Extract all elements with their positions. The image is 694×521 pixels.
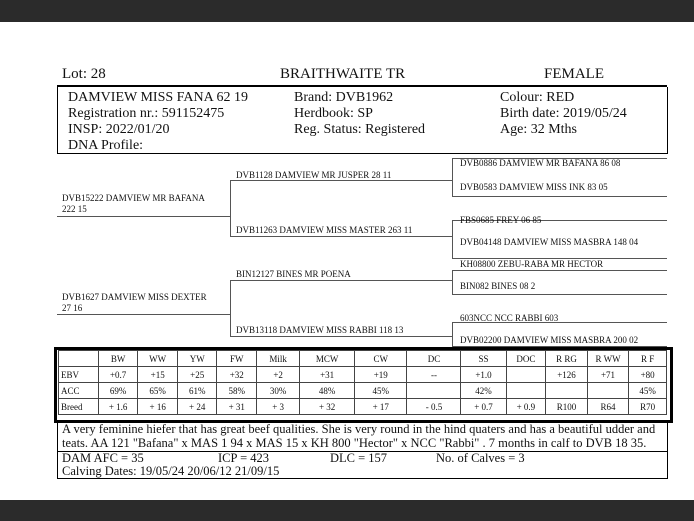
pedigree-sss: DVB0886 DAMVIEW MR BAFANA 86 08 bbox=[460, 158, 621, 168]
pedigree-sds: FBS0685 FREY 06 85 bbox=[460, 215, 542, 225]
ebv-cell: + 0.7 bbox=[461, 399, 506, 415]
ebv-cell bbox=[546, 383, 588, 399]
ebv-cell: +31 bbox=[300, 367, 355, 383]
ebv-cell: +19 bbox=[355, 367, 407, 383]
lot-number: Lot: 28 bbox=[62, 66, 106, 82]
ebv-header-cell: SS bbox=[461, 351, 506, 367]
ebv-cell: 58% bbox=[217, 383, 257, 399]
ebv-row bbox=[59, 383, 667, 399]
ssd-line bbox=[452, 196, 667, 197]
ebv-row-label: ACC bbox=[59, 383, 99, 399]
ebv-row-label: Breed bbox=[59, 399, 99, 415]
ebv-cell: + 1.6 bbox=[98, 399, 138, 415]
dss-line bbox=[452, 270, 667, 271]
ebv-header-cell: Milk bbox=[256, 351, 299, 367]
ebv-cell: 65% bbox=[138, 383, 178, 399]
ebv-header-cell: FW bbox=[217, 351, 257, 367]
ebv-cell: 30% bbox=[256, 383, 299, 399]
pedigree-sire-dam: DVB11263 DAMVIEW MISS MASTER 263 11 bbox=[236, 225, 413, 235]
ebv-header-cell bbox=[59, 351, 99, 367]
ebv-header-cell: MCW bbox=[300, 351, 355, 367]
breeder-name: BRAITHWAITE TR bbox=[280, 66, 406, 82]
ebv-header-cell: DC bbox=[407, 351, 461, 367]
ebv-cell: - 0.5 bbox=[407, 399, 461, 415]
description-line-2: teats. AA 121 "Bafana" x MAS 1 94 x MAS 15 x KH 800 "Hector" x NCC "Rabbi" . 7 months in calf to DVB 18 35. bbox=[62, 436, 647, 450]
ebv-cell: +0.7 bbox=[98, 367, 138, 383]
ss-line bbox=[230, 180, 452, 181]
icp: ICP = 423 bbox=[218, 451, 270, 465]
birth-date: Birth date: 2019/05/24 bbox=[500, 106, 627, 121]
animal-sex: FEMALE bbox=[544, 66, 604, 82]
ebv-cell: +126 bbox=[546, 367, 588, 383]
ebv-row bbox=[59, 399, 667, 415]
animal-name: DAMVIEW MISS FANA 62 19 bbox=[68, 90, 248, 105]
dd-line bbox=[230, 336, 452, 337]
colour: Colour: RED bbox=[500, 90, 575, 105]
herdbook: Herdbook: SP bbox=[294, 106, 373, 121]
ebv-header-row bbox=[59, 351, 667, 367]
ebv-cell: +80 bbox=[629, 367, 667, 383]
ebv-header-cell: R F bbox=[629, 351, 667, 367]
pedigree-sdd: DVB04148 DAMVIEW MISS MASBRA 148 04 bbox=[460, 237, 639, 247]
ebv-cell: R64 bbox=[587, 399, 628, 415]
pedigree-dss: KH08800 ZEBU-RABA MR HECTOR bbox=[460, 259, 604, 269]
dlc: DLC = 157 bbox=[330, 451, 388, 465]
ebv-cell: 48% bbox=[300, 383, 355, 399]
ebv-header-cell: WW bbox=[138, 351, 178, 367]
ebv-header-cell: R WW bbox=[587, 351, 628, 367]
sire-line bbox=[57, 216, 230, 217]
sire-branch bbox=[230, 180, 231, 236]
sd-branch bbox=[452, 220, 453, 258]
ebv-cell bbox=[506, 383, 546, 399]
inspection-date: INSP: 2022/01/20 bbox=[68, 122, 170, 137]
age: Age: 32 Mths bbox=[500, 122, 577, 137]
pedigree-dam: DVB1627 DAMVIEW MISS DEXTER bbox=[62, 292, 207, 302]
registration-number: Registration nr.: 591152475 bbox=[68, 106, 225, 121]
ebv-cell bbox=[407, 383, 461, 399]
pedigree-sire: DVB15222 DAMVIEW MR BAFANA bbox=[62, 193, 205, 203]
lot-sheet bbox=[0, 22, 694, 500]
ds-line bbox=[230, 280, 452, 281]
brand: Brand: DVB1962 bbox=[294, 90, 394, 105]
ebv-cell: + 17 bbox=[355, 399, 407, 415]
pedigree-dsd: BIN082 BINES 08 2 bbox=[460, 281, 536, 291]
ebv-header-cell: R RG bbox=[546, 351, 588, 367]
ebv-cell: +71 bbox=[587, 367, 628, 383]
ebv-cell: + 31 bbox=[217, 399, 257, 415]
ebv-header-cell: CW bbox=[355, 351, 407, 367]
ebv-cell: 69% bbox=[98, 383, 138, 399]
number-of-calves: No. of Calves = 3 bbox=[436, 451, 525, 465]
ebv-cell: + 3 bbox=[256, 399, 299, 415]
ebv-table bbox=[58, 350, 667, 415]
ebv-header-cell: DOC bbox=[506, 351, 546, 367]
calving-dates: Calving Dates: 19/05/24 20/06/12 21/09/15 bbox=[62, 464, 280, 478]
ebv-cell: R100 bbox=[546, 399, 588, 415]
pedigree-dam-dam: DVB13118 DAMVIEW MISS RABBI 118 13 bbox=[236, 325, 404, 335]
ebv-cell: +25 bbox=[177, 367, 217, 383]
ebv-header-cell: YW bbox=[177, 351, 217, 367]
ebv-row-label: EBV bbox=[59, 367, 99, 383]
sd-line bbox=[230, 236, 452, 237]
ebv-cell: +32 bbox=[217, 367, 257, 383]
pedigree-sire-line2: 222 15 bbox=[62, 204, 87, 214]
ebv-row bbox=[59, 367, 667, 383]
pedigree-dam-line2: 27 16 bbox=[62, 303, 83, 313]
ebv-cell: + 0.9 bbox=[506, 399, 546, 415]
ebv-header-cell: BW bbox=[98, 351, 138, 367]
pedigree-ddd: DVB02200 DAMVIEW MISS MASBRA 200 02 bbox=[460, 335, 639, 345]
registration-status: Reg. Status: Registered bbox=[294, 122, 426, 137]
dna-profile: DNA Profile: bbox=[68, 138, 144, 153]
pedigree-sire-sire: DVB1128 DAMVIEW MR JUSPER 28 11 bbox=[236, 170, 392, 180]
ebv-cell: 42% bbox=[461, 383, 506, 399]
ebv-cell: + 16 bbox=[138, 399, 178, 415]
ebv-cell: +2 bbox=[256, 367, 299, 383]
dsd-line bbox=[452, 294, 667, 295]
pedigree-dam-sire: BIN12127 BINES MR POENA bbox=[236, 269, 351, 279]
ebv-cell: 45% bbox=[629, 383, 667, 399]
ebv-cell: + 24 bbox=[177, 399, 217, 415]
description-line-1: A very feminine hiefer that has great beef qualities. She is very round in the hind quaters and has a beautiful udder and bbox=[62, 422, 656, 436]
dam-branch bbox=[230, 280, 231, 336]
dam-afc: DAM AFC = 35 bbox=[62, 451, 144, 465]
ebv-cell: +15 bbox=[138, 367, 178, 383]
dd-branch bbox=[452, 322, 453, 346]
ebv-cell: -- bbox=[407, 367, 461, 383]
pedigree-ssd: DVB0583 DAMVIEW MISS INK 83 05 bbox=[460, 182, 608, 192]
pedigree-dds: 603NCC NCC RABBI 603 bbox=[460, 313, 559, 323]
ebv-cell: R70 bbox=[629, 399, 667, 415]
ebv-cell: +1.0 bbox=[461, 367, 506, 383]
ebv-cell: 45% bbox=[355, 383, 407, 399]
ebv-cell: 61% bbox=[177, 383, 217, 399]
ebv-cell bbox=[506, 367, 546, 383]
ds-branch bbox=[452, 270, 453, 294]
ebv-cell: + 32 bbox=[300, 399, 355, 415]
ebv-cell bbox=[587, 383, 628, 399]
dam-line bbox=[57, 314, 230, 315]
ss-branch bbox=[452, 158, 453, 196]
